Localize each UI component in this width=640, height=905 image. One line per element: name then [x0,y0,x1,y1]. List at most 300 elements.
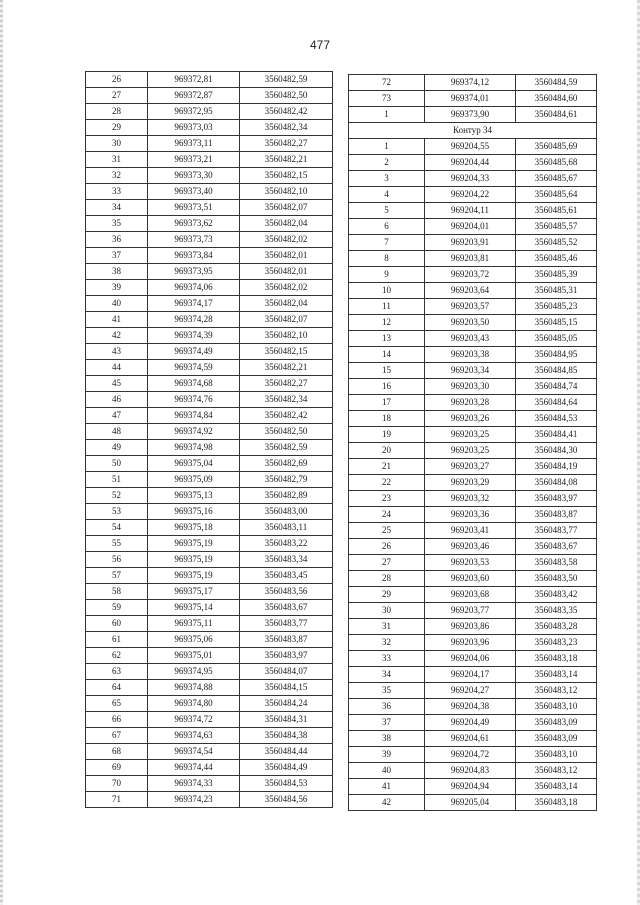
coordinate-y-cell: 3560482,50 [240,88,333,104]
coordinate-y-cell: 3560485,52 [516,235,597,251]
point-number-cell: 17 [349,395,425,411]
table-row [349,667,597,683]
coordinate-y-cell: 3560482,69 [240,456,333,472]
point-number-cell: 64 [86,680,148,696]
coordinate-y-cell: 3560482,50 [240,424,333,440]
coordinate-y-cell: 3560485,31 [516,283,597,299]
coordinate-x-cell: 969203,86 [425,619,516,635]
coordinate-x-cell: 969375,19 [148,568,240,584]
table-row [349,267,597,283]
table-row [349,507,597,523]
coordinates-table-right [348,74,597,811]
table-row [86,744,333,760]
coordinate-x-cell: 969203,29 [425,475,516,491]
table-row [86,296,333,312]
coordinate-x-cell: 969203,77 [425,603,516,619]
coordinate-x-cell: 969372,81 [148,72,240,88]
table-row [86,344,333,360]
coordinate-y-cell: 3560483,18 [516,795,597,811]
point-number-cell: 25 [349,523,425,539]
table-row [349,235,597,251]
coordinate-x-cell: 969203,50 [425,315,516,331]
coordinate-y-cell: 3560483,14 [516,779,597,795]
table-row [349,731,597,747]
point-number-cell: 1 [349,139,425,155]
table-row [349,571,597,587]
table-row [86,216,333,232]
point-number-cell: 28 [349,571,425,587]
coordinate-x-cell: 969374,95 [148,664,240,680]
coordinate-y-cell: 3560483,77 [516,523,597,539]
point-number-cell: 38 [349,731,425,747]
point-number-cell: 18 [349,411,425,427]
table-row [349,443,597,459]
coordinate-y-cell: 3560482,21 [240,360,333,376]
point-number-cell: 27 [86,88,148,104]
point-number-cell: 45 [86,376,148,392]
coordinate-y-cell: 3560484,59 [516,75,597,91]
point-number-cell: 36 [86,232,148,248]
point-number-cell: 66 [86,712,148,728]
coordinate-y-cell: 3560482,42 [240,408,333,424]
coordinate-y-cell: 3560482,59 [240,72,333,88]
coordinate-y-cell: 3560484,53 [516,411,597,427]
point-number-cell: 31 [86,152,148,168]
point-number-cell: 32 [349,635,425,651]
point-number-cell: 19 [349,427,425,443]
table-row [349,459,597,475]
coordinate-y-cell: 3560483,18 [516,651,597,667]
coordinate-y-cell: 3560482,07 [240,200,333,216]
coordinate-y-cell: 3560484,08 [516,475,597,491]
table-row [349,491,597,507]
table-row [86,600,333,616]
coordinate-x-cell: 969203,38 [425,347,516,363]
coordinate-y-cell: 3560484,85 [516,363,597,379]
coordinate-y-cell: 3560484,64 [516,395,597,411]
point-number-cell: 13 [349,331,425,347]
table-row [349,379,597,395]
coordinate-y-cell: 3560483,42 [516,587,597,603]
table-row [86,168,333,184]
coordinate-x-cell: 969203,57 [425,299,516,315]
table-row [86,472,333,488]
coordinate-y-cell: 3560483,22 [240,536,333,552]
table-row [349,779,597,795]
coordinate-x-cell: 969204,11 [425,203,516,219]
point-number-cell: 35 [349,683,425,699]
table-row [86,376,333,392]
coordinate-y-cell: 3560482,34 [240,120,333,136]
coordinate-x-cell: 969374,01 [425,91,516,107]
coordinate-x-cell: 969372,95 [148,104,240,120]
point-number-cell: 60 [86,616,148,632]
point-number-cell: 15 [349,363,425,379]
coordinate-x-cell: 969203,68 [425,587,516,603]
table-row [86,568,333,584]
point-number-cell: 53 [86,504,148,520]
table-row [349,299,597,315]
coordinate-x-cell: 969204,27 [425,683,516,699]
coordinate-x-cell: 969204,38 [425,699,516,715]
table-row [86,680,333,696]
table-row [86,312,333,328]
point-number-cell: 43 [86,344,148,360]
table-row [349,555,597,571]
coordinate-y-cell: 3560483,56 [240,584,333,600]
table-row [349,155,597,171]
coordinate-y-cell: 3560483,23 [516,635,597,651]
coordinate-y-cell: 3560482,27 [240,376,333,392]
coordinate-x-cell: 969373,84 [148,248,240,264]
coordinate-x-cell: 969374,68 [148,376,240,392]
coordinate-x-cell: 969204,55 [425,139,516,155]
coordinate-x-cell: 969374,17 [148,296,240,312]
point-number-cell: 42 [349,795,425,811]
coordinate-y-cell: 3560485,05 [516,331,597,347]
coordinate-y-cell: 3560483,12 [516,763,597,779]
point-number-cell: 59 [86,600,148,616]
coordinate-y-cell: 3560483,87 [240,632,333,648]
table-row [86,200,333,216]
coordinate-x-cell: 969374,63 [148,728,240,744]
coordinate-y-cell: 3560482,34 [240,392,333,408]
point-number-cell: 24 [349,507,425,523]
table-row [86,152,333,168]
table-row [349,475,597,491]
coordinate-y-cell: 3560482,89 [240,488,333,504]
coordinate-y-cell: 3560484,56 [240,792,333,808]
point-number-cell: 30 [86,136,148,152]
coordinate-x-cell: 969204,94 [425,779,516,795]
coordinate-x-cell: 969374,44 [148,760,240,776]
coordinate-x-cell: 969375,01 [148,648,240,664]
point-number-cell: 63 [86,664,148,680]
page-number: 477 [309,38,331,52]
coordinate-y-cell: 3560482,42 [240,104,333,120]
point-number-cell: 23 [349,491,425,507]
point-number-cell: 22 [349,475,425,491]
point-number-cell: 30 [349,603,425,619]
coordinate-x-cell: 969374,12 [425,75,516,91]
point-number-cell: 29 [349,587,425,603]
coordinate-x-cell: 969374,88 [148,680,240,696]
coordinate-x-cell: 969374,33 [148,776,240,792]
coordinate-y-cell: 3560483,09 [516,731,597,747]
table-row [86,136,333,152]
point-number-cell: 34 [349,667,425,683]
coordinate-y-cell: 3560484,74 [516,379,597,395]
table-row [349,315,597,331]
coordinate-x-cell: 969203,25 [425,443,516,459]
coordinate-y-cell: 3560483,50 [516,571,597,587]
coordinate-x-cell: 969203,25 [425,427,516,443]
coordinate-x-cell: 969374,92 [148,424,240,440]
point-number-cell: 72 [349,75,425,91]
table-row [86,424,333,440]
coordinate-y-cell: 3560483,10 [516,699,597,715]
coordinate-y-cell: 3560482,10 [240,184,333,200]
coordinate-y-cell: 3560484,53 [240,776,333,792]
point-number-cell: 3 [349,171,425,187]
point-number-cell: 4 [349,187,425,203]
contour-heading: Контур 34 [349,123,597,139]
point-number-cell: 62 [86,648,148,664]
coordinate-y-cell: 3560483,87 [516,507,597,523]
point-number-cell: 10 [349,283,425,299]
coordinate-y-cell: 3560484,38 [240,728,333,744]
point-number-cell: 35 [86,216,148,232]
coordinate-x-cell: 969375,13 [148,488,240,504]
table-row [86,792,333,808]
coordinate-y-cell: 3560482,27 [240,136,333,152]
point-number-cell: 20 [349,443,425,459]
coordinate-x-cell: 969374,54 [148,744,240,760]
coordinate-x-cell: 969374,76 [148,392,240,408]
point-number-cell: 26 [86,72,148,88]
table-row [86,264,333,280]
table-row [86,360,333,376]
point-number-cell: 11 [349,299,425,315]
point-number-cell: 7 [349,235,425,251]
table-row [349,219,597,235]
coordinate-y-cell: 3560485,69 [516,139,597,155]
point-number-cell: 34 [86,200,148,216]
coordinate-x-cell: 969204,44 [425,155,516,171]
coordinate-x-cell: 969203,41 [425,523,516,539]
point-number-cell: 58 [86,584,148,600]
point-number-cell: 1 [349,107,425,123]
table-row [349,331,597,347]
coordinate-x-cell: 969373,73 [148,232,240,248]
point-number-cell: 68 [86,744,148,760]
coordinate-x-cell: 969375,19 [148,552,240,568]
table-row [86,408,333,424]
coordinate-x-cell: 969375,19 [148,536,240,552]
table-row [86,712,333,728]
coordinate-x-cell: 969203,34 [425,363,516,379]
coordinate-x-cell: 969203,27 [425,459,516,475]
coordinate-x-cell: 969374,23 [148,792,240,808]
coordinate-x-cell: 969375,09 [148,472,240,488]
coordinate-x-cell: 969373,21 [148,152,240,168]
table-row [86,280,333,296]
point-number-cell: 67 [86,728,148,744]
table-row [349,747,597,763]
coordinate-y-cell: 3560482,07 [240,312,333,328]
point-number-cell: 49 [86,440,148,456]
coordinate-y-cell: 3560484,60 [516,91,597,107]
coordinate-y-cell: 3560482,04 [240,296,333,312]
coordinate-x-cell: 969374,59 [148,360,240,376]
table-row [86,728,333,744]
coordinate-y-cell: 3560485,46 [516,251,597,267]
coordinate-y-cell: 3560483,97 [240,648,333,664]
coordinate-x-cell: 969373,30 [148,168,240,184]
coordinate-x-cell: 969204,06 [425,651,516,667]
table-row [86,440,333,456]
coordinate-y-cell: 3560485,61 [516,203,597,219]
table-row [86,664,333,680]
point-number-cell: 42 [86,328,148,344]
table-row [86,520,333,536]
point-number-cell: 40 [86,296,148,312]
coordinate-y-cell: 3560483,00 [240,504,333,520]
coordinate-y-cell: 3560484,31 [240,712,333,728]
coordinate-y-cell: 3560485,23 [516,299,597,315]
point-number-cell: 57 [86,568,148,584]
table-row [86,120,333,136]
coordinate-y-cell: 3560482,04 [240,216,333,232]
table-row [349,203,597,219]
coordinate-x-cell: 969375,14 [148,600,240,616]
point-number-cell: 73 [349,91,425,107]
coordinate-x-cell: 969375,18 [148,520,240,536]
coordinate-y-cell: 3560484,95 [516,347,597,363]
coordinate-y-cell: 3560483,67 [516,539,597,555]
coordinate-y-cell: 3560482,15 [240,168,333,184]
table-row [86,456,333,472]
coordinate-x-cell: 969373,51 [148,200,240,216]
coordinate-y-cell: 3560485,64 [516,187,597,203]
coordinate-y-cell: 3560485,57 [516,219,597,235]
coordinate-y-cell: 3560483,67 [240,600,333,616]
table-row [86,248,333,264]
point-number-cell: 50 [86,456,148,472]
point-number-cell: 5 [349,203,425,219]
point-number-cell: 47 [86,408,148,424]
coordinate-y-cell: 3560485,15 [516,315,597,331]
point-number-cell: 61 [86,632,148,648]
coordinate-x-cell: 969203,46 [425,539,516,555]
point-number-cell: 21 [349,459,425,475]
point-number-cell: 6 [349,219,425,235]
coordinate-x-cell: 969203,72 [425,267,516,283]
table-row [349,427,597,443]
point-number-cell: 52 [86,488,148,504]
table-row [86,184,333,200]
coordinate-x-cell: 969373,03 [148,120,240,136]
coordinate-x-cell: 969375,16 [148,504,240,520]
point-number-cell: 9 [349,267,425,283]
table-row [349,795,597,811]
table-row [349,619,597,635]
coordinate-y-cell: 3560483,35 [516,603,597,619]
table-row [349,603,597,619]
coordinate-x-cell: 969372,87 [148,88,240,104]
coordinates-table-right-body [349,75,597,811]
point-number-cell: 69 [86,760,148,776]
coordinate-x-cell: 969204,33 [425,171,516,187]
table-row [349,91,597,107]
coordinate-x-cell: 969373,95 [148,264,240,280]
coordinates-table-left [85,71,333,808]
table-row [349,523,597,539]
coordinate-y-cell: 3560485,67 [516,171,597,187]
coordinate-y-cell: 3560482,02 [240,232,333,248]
coordinate-x-cell: 969203,36 [425,507,516,523]
table-row [349,763,597,779]
point-number-cell: 37 [86,248,148,264]
coordinate-x-cell: 969204,17 [425,667,516,683]
table-row [349,699,597,715]
point-number-cell: 54 [86,520,148,536]
point-number-cell: 40 [349,763,425,779]
coordinate-x-cell: 969203,30 [425,379,516,395]
coordinate-x-cell: 969374,39 [148,328,240,344]
point-number-cell: 12 [349,315,425,331]
table-row [86,696,333,712]
coordinate-x-cell: 969203,60 [425,571,516,587]
coordinate-y-cell: 3560483,34 [240,552,333,568]
coordinate-y-cell: 3560484,15 [240,680,333,696]
coordinates-table-left-body [86,72,333,808]
table-row [349,347,597,363]
coordinate-x-cell: 969204,01 [425,219,516,235]
table-row [349,715,597,731]
coordinate-x-cell: 969374,06 [148,280,240,296]
scan-edge-left [0,0,3,905]
point-number-cell: 33 [86,184,148,200]
table-row [349,283,597,299]
point-number-cell: 46 [86,392,148,408]
coordinate-y-cell: 3560484,30 [516,443,597,459]
point-number-cell: 2 [349,155,425,171]
table-row [349,139,597,155]
coordinate-y-cell: 3560484,07 [240,664,333,680]
table-row [86,392,333,408]
point-number-cell: 39 [349,747,425,763]
coordinate-y-cell: 3560483,11 [240,520,333,536]
table-row [349,363,597,379]
coordinate-y-cell: 3560482,59 [240,440,333,456]
point-number-cell: 70 [86,776,148,792]
point-number-cell: 44 [86,360,148,376]
coordinate-x-cell: 969375,06 [148,632,240,648]
coordinate-y-cell: 3560484,24 [240,696,333,712]
coordinate-y-cell: 3560482,21 [240,152,333,168]
table-row [349,635,597,651]
table-row [349,411,597,427]
point-number-cell: 41 [86,312,148,328]
coordinate-y-cell: 3560482,01 [240,264,333,280]
coordinate-x-cell: 969373,11 [148,136,240,152]
coordinate-y-cell: 3560482,10 [240,328,333,344]
point-number-cell: 56 [86,552,148,568]
coordinate-y-cell: 3560483,77 [240,616,333,632]
table-row [86,632,333,648]
coordinate-y-cell: 3560483,28 [516,619,597,635]
coordinate-x-cell: 969374,28 [148,312,240,328]
point-number-cell: 37 [349,715,425,731]
contour-heading-row [349,123,597,139]
point-number-cell: 39 [86,280,148,296]
table-row [86,552,333,568]
coordinate-y-cell: 3560485,68 [516,155,597,171]
table-row [349,187,597,203]
table-row [86,536,333,552]
point-number-cell: 33 [349,651,425,667]
coordinate-y-cell: 3560483,45 [240,568,333,584]
point-number-cell: 14 [349,347,425,363]
table-row [86,504,333,520]
coordinate-x-cell: 969205,04 [425,795,516,811]
table-row [86,488,333,504]
table-row [349,107,597,123]
coordinate-y-cell: 3560482,79 [240,472,333,488]
coordinate-y-cell: 3560483,97 [516,491,597,507]
coordinate-x-cell: 969204,61 [425,731,516,747]
